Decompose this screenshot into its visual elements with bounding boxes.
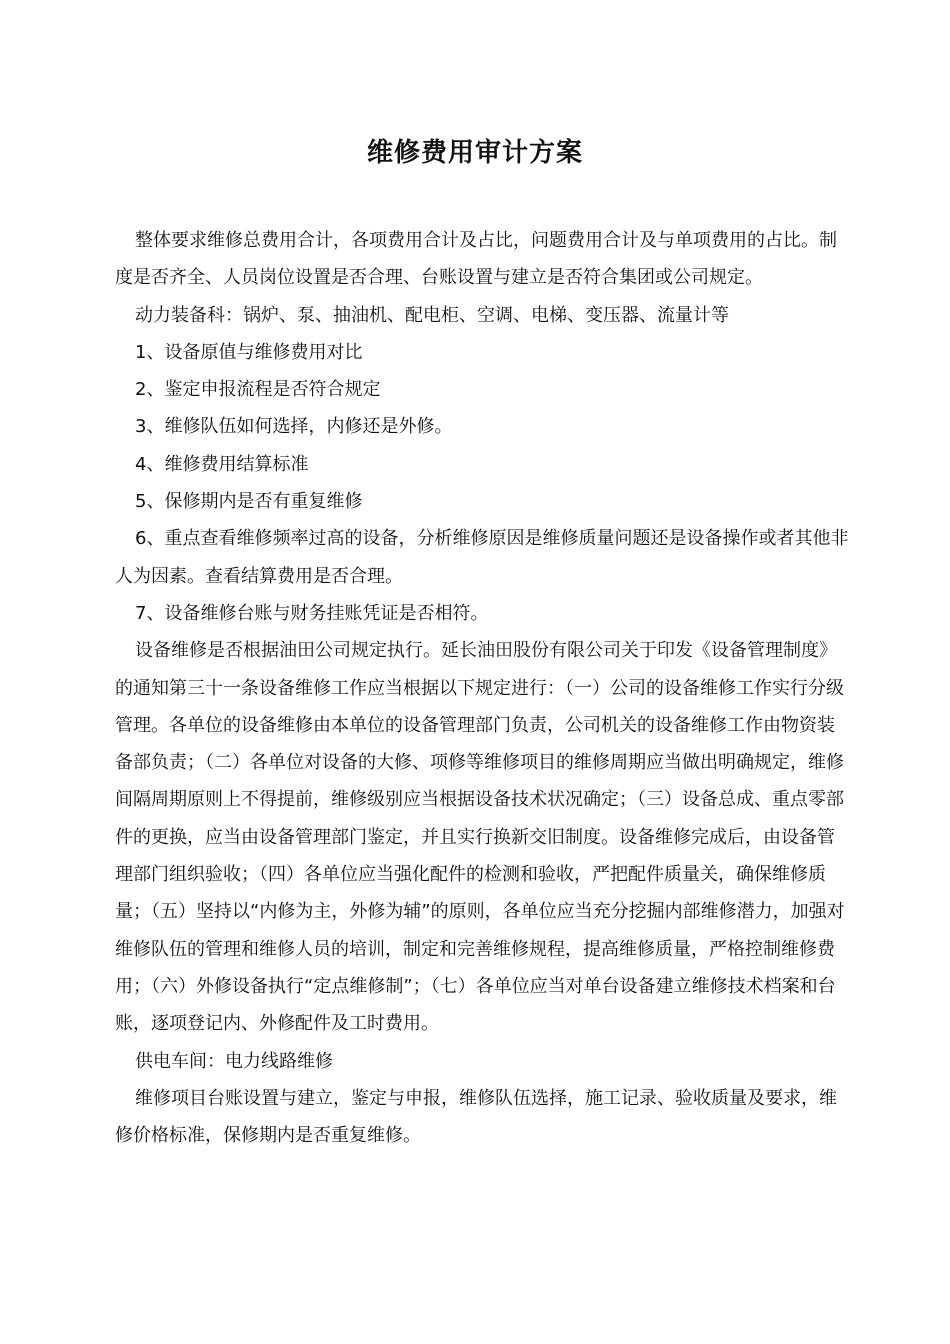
list-item-1: 1、设备原值与维修费用对比 <box>135 341 363 363</box>
paragraph-power-supply-workshop: 供电车间：电力线路维修 <box>135 1050 333 1072</box>
list-item-3: 3、维修队伍如何选择，内修还是外修。 <box>135 416 453 438</box>
paragraph-company-regulations: 设备维修是否根据油田公司规定执行。延长油田股份有限公司关于印发《设备管理制度》的通知第三十一条设备维修工作应当根据以下规定进行：（一）公司的设备维修工作实行分级管理。各单位的设备维修由本单位的设备管理部门负责，公司机关的设备维修工作由物资装备部负责；（二）各单位对设备的大修、项修等维修项目的维修周期应当做出明确规定，维修间隔周期原则上不得提前，维修级别应当根据设备技术状况确定；（三）设备总成、重点零部件的更换，应当由设备管理部门鉴定，并且实行换新交旧制度。设备维修完成后，由设备管理部门组织验收；（四）各单位应当强化配件的检测和验收，严把配件质量关，确保维修质量；（五）坚持以“内修为主，外修为辅”的原则，各单位应当充分挖掘内部维修潜力，加强对维修队伍的管理和维修人员的培训，制定和完善维修规程，提高维修质量，严格控制维修费用；（六）外修设备执行“定点维修制”；（七）各单位应当对单台设备建立维修技术档案和台账，逐项登记内、外修配件及工时费用。 <box>115 640 845 1035</box>
document-body <box>115 222 849 1154</box>
paragraph-maintenance-ledger: 维修项目台账设置与建立，鉴定与申报，维修队伍选择，施工记录、验收质量及要求，维修价格标准，保修期内是否重复维修。 <box>115 1087 837 1147</box>
paragraph-power-equipment-dept: 动力装备科：锅炉、泵、抽油机、配电柜、空调、电梯、变压器、流量计等 <box>135 304 729 326</box>
list-item-4: 4、维修费用结算标准 <box>135 453 309 475</box>
list-item-6: 6、重点查看维修频率过高的设备，分析维修原因是维修质量问题还是设备操作或者其他非人为因素。查看结算费用是否合理。 <box>115 528 849 587</box>
paragraph-overall-requirements: 整体要求维修总费用合计，各项费用合计及占比，问题费用合计及与单项费用的占比。制度是否齐全、人员岗位设置是否合理、台账设置与建立是否符合集团或公司规定。 <box>115 230 837 289</box>
list-item-5: 5、保修期内是否有重复维修 <box>135 491 363 513</box>
list-item-7: 7、设备维修台账与财务挂账凭证是否相符。 <box>135 602 489 624</box>
list-item-2: 2、鉴定申报流程是否符合规定 <box>135 379 381 401</box>
document-title: 维修费用审计方案 <box>366 138 583 168</box>
